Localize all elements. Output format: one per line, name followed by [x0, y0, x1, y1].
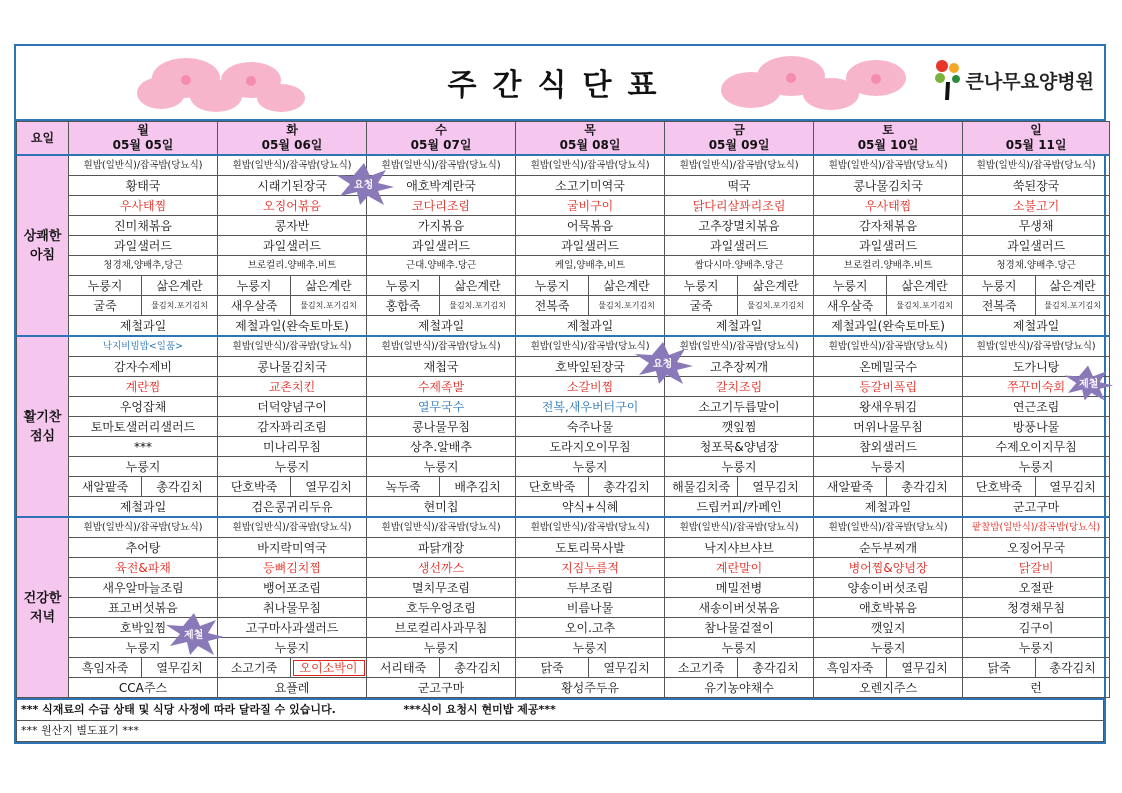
- dinner-right-item: 오이소박이: [291, 658, 367, 678]
- dinner-r5-item: 비름나물: [516, 598, 665, 618]
- breakfast-right-item: 삶은계란: [738, 276, 814, 296]
- lunch-r4-item: 열무국수: [367, 397, 516, 417]
- dinner-left-item: 흑임자죽: [69, 658, 142, 678]
- breakfast-left-item: 누룽지: [367, 276, 440, 296]
- lunch-r4-item: 전복,새우버터구이: [516, 397, 665, 417]
- breakfast-left-item: 누룽지: [665, 276, 738, 296]
- header: [16, 46, 1104, 121]
- footer-note-supply: *** 식재료의 수급 상태 및 식당 사정에 따라 달라질 수 있습니다.: [21, 703, 336, 716]
- dinner-right-item: 열무김치: [142, 658, 218, 678]
- dinner-r1-item: 흰밥(일반식)/잡곡밥(당뇨식): [665, 517, 814, 538]
- lunch-right-item: 열무김치: [291, 477, 367, 497]
- seasonal-sticker-label: 제철: [1079, 379, 1099, 390]
- lunch-r3-item: 수제족발: [367, 377, 516, 397]
- dinner-r4-item: 뱅어포조림: [218, 578, 367, 598]
- lunch-r3-item: 쭈꾸미숙회: [963, 377, 1110, 397]
- breakfast-main-item: 굴비구이: [516, 196, 665, 216]
- breakfast-main-item: 우사태찜: [69, 196, 218, 216]
- lunch-right-item: 총각김치: [589, 477, 665, 497]
- lunch-r1-item: 흰밥(일반식)/잡곡밥(당뇨식): [218, 336, 367, 357]
- breakfast-left-item: 누룽지: [218, 276, 291, 296]
- request-sticker: [633, 342, 693, 388]
- hospital-name: 큰나무요양병원: [965, 70, 1094, 93]
- dinner-dessert-item: CCA주스: [69, 678, 218, 698]
- footer-note-brown-rice: ***식이 요청시 현미밥 제공***: [403, 703, 556, 716]
- lunch-r5-item: 토마토샐러리샐러드: [69, 417, 218, 437]
- lunch-r1-item: 흰밥(일반식)/잡곡밥(당뇨식): [367, 336, 516, 357]
- dinner-r5-item: 새송이버섯볶음: [665, 598, 814, 618]
- dinner-nurungji_dup-item: 누룽지: [665, 638, 814, 658]
- dinner-nurungji_dup-item: 누룽지: [69, 638, 218, 658]
- lunch-right-item: 총각김치: [142, 477, 218, 497]
- tree-logo-icon: [932, 58, 964, 102]
- menu-table: [16, 121, 1110, 698]
- breakfast-left-item: 새우살죽: [218, 296, 291, 316]
- footer-notes: [16, 698, 1104, 742]
- breakfast-left-item: 누룽지: [814, 276, 887, 296]
- breakfast-soup-item: 쑥된장국: [963, 176, 1110, 196]
- lunch-r2-item: 재첩국: [367, 357, 516, 377]
- dinner-r1-item: 팥찰밥(일반식)/잡곡밥(당뇨식): [963, 517, 1110, 538]
- lunch-r3-item: 갈치조림: [665, 377, 814, 397]
- seasonal-sticker: [164, 613, 224, 659]
- breakfast-right-item: 물김치.포기김치: [738, 296, 814, 316]
- breakfast-rice-item: 흰밥(일반식)/잡곡밥(당뇨식): [69, 155, 218, 176]
- lunch-nurungji_dup-item: 누룽지: [218, 457, 367, 477]
- breakfast-side3-item: 청경채,양배추,당근: [69, 256, 218, 276]
- lunch-r3-item: 계란찜: [69, 377, 218, 397]
- lunch-r2-item: 감자수제비: [69, 357, 218, 377]
- dinner-left-item: 소고기죽: [218, 658, 291, 678]
- lunch-r6-item: 참외샐러드: [814, 437, 963, 457]
- dinner-dessert-item: 오렌지주스: [814, 678, 963, 698]
- breakfast-rice-item: 흰밥(일반식)/잡곡밥(당뇨식): [963, 155, 1110, 176]
- breakfast-fruit-item: 제철과일: [367, 316, 516, 337]
- breakfast-side3-item: 케일,양배추,비트: [516, 256, 665, 276]
- dinner-left-item: 닭죽: [516, 658, 589, 678]
- dinner-r3-item: 등뼈김치찜: [218, 558, 367, 578]
- lunch-r2-item: 도가니탕: [963, 357, 1110, 377]
- lunch-r3-item: 등갈비폭립: [814, 377, 963, 397]
- day-header: [814, 122, 963, 156]
- day-name: 토: [882, 123, 894, 137]
- lunch-dessert-item: 현미칩: [367, 497, 516, 518]
- day-name: 월: [137, 123, 149, 137]
- lunch-r2-item: 고추장찌개: [665, 357, 814, 377]
- meal-label-lunch: 활기찬 점심: [17, 336, 69, 517]
- breakfast-left-item: 전복죽: [516, 296, 589, 316]
- dinner-r3-item: 병어찜&양념장: [814, 558, 963, 578]
- breakfast-side2-item: 과일샐러드: [963, 236, 1110, 256]
- footer-note-origin: *** 원산지 별도표기 ***: [21, 724, 139, 737]
- breakfast-main-item: 닭다리살꽈리조림: [665, 196, 814, 216]
- day-date: 05월 09일: [708, 138, 770, 152]
- breakfast-side1-item: 고추장멸치볶음: [665, 216, 814, 236]
- day-header: [516, 122, 665, 156]
- day-name: 목: [584, 123, 596, 137]
- breakfast-main-item: 우사태찜: [814, 196, 963, 216]
- lunch-right-item: 열무김치: [738, 477, 814, 497]
- dinner-dessert-item: 런: [963, 678, 1110, 698]
- dinner-right-item: 열무김치: [589, 658, 665, 678]
- lunch-r6-item: 미나리무침: [218, 437, 367, 457]
- dinner-r3-item: 닭갈비: [963, 558, 1110, 578]
- breakfast-side2-item: 과일샐러드: [516, 236, 665, 256]
- dinner-r4-item: 두부조림: [516, 578, 665, 598]
- dinner-r6-item: 브로컬리사과무침: [367, 618, 516, 638]
- dinner-r3-item: 육전&파채: [69, 558, 218, 578]
- breakfast-left-item: 누룽지: [963, 276, 1036, 296]
- breakfast-side3-item: 브로컬리.양배추.비트: [218, 256, 367, 276]
- dinner-r5-item: 청경채무침: [963, 598, 1110, 618]
- dinner-r2-item: 순두부찌개: [814, 538, 963, 558]
- dinner-r2-item: 추어탕: [69, 538, 218, 558]
- breakfast-right-item: 삶은계란: [589, 276, 665, 296]
- dinner-r5-item: 애호박볶음: [814, 598, 963, 618]
- lunch-dessert-item: 검은콩귀리두유: [218, 497, 367, 518]
- lunch-r6-item: ***: [69, 437, 218, 457]
- lunch-r1-item: 낙지비빔밥<일품>: [69, 336, 218, 357]
- dinner-right-item: 총각김치: [738, 658, 814, 678]
- breakfast-side1-item: 콩자반: [218, 216, 367, 236]
- lunch-left-item: 해물김치죽: [665, 477, 738, 497]
- dinner-dessert-item: 황성주두유: [516, 678, 665, 698]
- day-date: 05월 06일: [261, 138, 323, 152]
- dinner-dessert-item: 요플레: [218, 678, 367, 698]
- breakfast-side1-item: 무생채: [963, 216, 1110, 236]
- lunch-nurungji_dup-item: 누룽지: [367, 457, 516, 477]
- dinner-r6-item: 호박잎찜: [69, 618, 218, 638]
- lunch-right-item: 배추김치: [440, 477, 516, 497]
- breakfast-fruit-item: 제철과일: [963, 316, 1110, 337]
- breakfast-right-item: 물김치.포기김치: [142, 296, 218, 316]
- lunch-r2-item: 온메밀국수: [814, 357, 963, 377]
- lunch-left-item: 새알팥죽: [69, 477, 142, 497]
- lunch-r4-item: 소고기두릅말이: [665, 397, 814, 417]
- meal-label-breakfast: 상쾌한 아침: [17, 155, 69, 336]
- dinner-r5-item: 표고버섯볶음: [69, 598, 218, 618]
- day-header: [218, 122, 367, 156]
- dinner-nurungji_dup-item: 누룽지: [814, 638, 963, 658]
- breakfast-side2-item: 과일샐러드: [218, 236, 367, 256]
- day-date: 05월 10일: [857, 138, 919, 152]
- dinner-left-item: 흑임자죽: [814, 658, 887, 678]
- lunch-nurungji_dup-item: 누룽지: [665, 457, 814, 477]
- breakfast-left-item: 새우살죽: [814, 296, 887, 316]
- breakfast-side2-item: 과일샐러드: [69, 236, 218, 256]
- lunch-dessert-item: 제철과일: [814, 497, 963, 518]
- breakfast-main-item: 오징어볶음: [218, 196, 367, 216]
- lunch-r4-item: 왕새우튀김: [814, 397, 963, 417]
- dinner-r2-item: 파닭개장: [367, 538, 516, 558]
- day-name: 금: [733, 123, 745, 137]
- breakfast-soup-item: 시래기된장국: [218, 176, 367, 196]
- request-sticker-label: 요청: [653, 359, 673, 370]
- breakfast-soup-item: 황태국: [69, 176, 218, 196]
- dinner-r1-item: 흰밥(일반식)/잡곡밥(당뇨식): [814, 517, 963, 538]
- breakfast-side2-item: 과일샐러드: [814, 236, 963, 256]
- lunch-r6-item: 상추.알배추: [367, 437, 516, 457]
- dinner-r1-item: 흰밥(일반식)/잡곡밥(당뇨식): [516, 517, 665, 538]
- breakfast-right-item: 삶은계란: [142, 276, 218, 296]
- day-date: 05월 08일: [559, 138, 621, 152]
- lunch-r4-item: 연근조림: [963, 397, 1110, 417]
- dinner-r3-item: 지짐누름적: [516, 558, 665, 578]
- breakfast-side1-item: 감자채볶음: [814, 216, 963, 236]
- lunch-r5-item: 감자꽈리조림: [218, 417, 367, 437]
- breakfast-fruit-item: 제철과일: [516, 316, 665, 337]
- breakfast-right-item: 삶은계란: [887, 276, 963, 296]
- breakfast-left-item: 누룽지: [69, 276, 142, 296]
- breakfast-rice-item: 흰밥(일반식)/잡곡밥(당뇨식): [218, 155, 367, 176]
- lunch-dessert-item: 군고구마: [963, 497, 1110, 518]
- breakfast-rice-item: 흰밥(일반식)/잡곡밥(당뇨식): [814, 155, 963, 176]
- dinner-r6-item: 깻잎지: [814, 618, 963, 638]
- lunch-right-item: 열무김치: [1036, 477, 1110, 497]
- dinner-r1-item: 흰밥(일반식)/잡곡밥(당뇨식): [218, 517, 367, 538]
- breakfast-right-item: 삶은계란: [440, 276, 516, 296]
- breakfast-fruit-item: 제철과일: [665, 316, 814, 337]
- dinner-r4-item: 양송이버섯조림: [814, 578, 963, 598]
- breakfast-left-item: 누룽지: [516, 276, 589, 296]
- dinner-r3-item: 생선까스: [367, 558, 516, 578]
- lunch-left-item: 단호박죽: [218, 477, 291, 497]
- breakfast-soup-item: 소고기미역국: [516, 176, 665, 196]
- breakfast-side1-item: 어묵볶음: [516, 216, 665, 236]
- lunch-r2-item: 호박잎된장국: [516, 357, 665, 377]
- lunch-r4-item: 우엉잡채: [69, 397, 218, 417]
- breakfast-left-item: 굴죽: [665, 296, 738, 316]
- lunch-nurungji_dup-item: 누룽지: [963, 457, 1110, 477]
- dinner-right-item: 총각김치: [440, 658, 516, 678]
- breakfast-left-item: 홍합죽: [367, 296, 440, 316]
- meal-label-dinner: 건강한 저녁: [17, 517, 69, 698]
- dinner-dessert-item: 군고구마: [367, 678, 516, 698]
- seasonal-sticker: [1063, 362, 1113, 408]
- breakfast-side3-item: 브로컬리.양배추.비트: [814, 256, 963, 276]
- breakfast-side2-item: 과일샐러드: [665, 236, 814, 256]
- lunch-r1-item: 흰밥(일반식)/잡곡밥(당뇨식): [665, 336, 814, 357]
- breakfast-right-item: 물김치.포기김치: [887, 296, 963, 316]
- breakfast-right-item: 삶은계란: [1036, 276, 1110, 296]
- breakfast-soup-item: 콩나물김치국: [814, 176, 963, 196]
- day-header: [367, 122, 516, 156]
- lunch-r6-item: 도라지오이무침: [516, 437, 665, 457]
- dinner-right-item: 총각김치: [1036, 658, 1110, 678]
- breakfast-side2-item: 과일샐러드: [367, 236, 516, 256]
- breakfast-side1-item: 가지볶음: [367, 216, 516, 236]
- dinner-r3-item: 계란말이: [665, 558, 814, 578]
- breakfast-rice-item: 흰밥(일반식)/잡곡밥(당뇨식): [516, 155, 665, 176]
- breakfast-side1-item: 진미채볶음: [69, 216, 218, 236]
- lunch-r2-item: 콩나물김치국: [218, 357, 367, 377]
- lunch-r1-item: 흰밥(일반식)/잡곡밥(당뇨식): [963, 336, 1110, 357]
- dinner-r6-item: 오이.고추: [516, 618, 665, 638]
- request-sticker: [334, 163, 394, 209]
- day-header: [665, 122, 814, 156]
- lunch-right-item: 총각김치: [887, 477, 963, 497]
- day-name: 일: [1030, 123, 1042, 137]
- breakfast-right-item: 물김치.포기김치: [1036, 296, 1110, 316]
- day-header: [963, 122, 1110, 156]
- lunch-nurungji_dup-item: 누룽지: [516, 457, 665, 477]
- breakfast-main-item: 소불고기: [963, 196, 1110, 216]
- breakfast-right-item: 물김치.포기김치: [440, 296, 516, 316]
- dinner-r1-item: 흰밥(일반식)/잡곡밥(당뇨식): [69, 517, 218, 538]
- breakfast-fruit-item: 제철과일(완숙토마토): [218, 316, 367, 337]
- breakfast-side3-item: 근대.양배추.당근: [367, 256, 516, 276]
- breakfast-side3-item: 쌈다시마.양배추.당근: [665, 256, 814, 276]
- dinner-left-item: 닭죽: [963, 658, 1036, 678]
- request-sticker-label: 요청: [354, 180, 374, 191]
- day-header: [69, 122, 218, 156]
- breakfast-main-item: 코다리조림: [367, 196, 516, 216]
- lunch-r3-item: 소갈비찜: [516, 377, 665, 397]
- dinner-r2-item: 오징어무국: [963, 538, 1110, 558]
- dinner-left-item: 서리태죽: [367, 658, 440, 678]
- lunch-dessert-item: 드립커피/카페인: [665, 497, 814, 518]
- lunch-left-item: 새알팥죽: [814, 477, 887, 497]
- breakfast-side3-item: 청경채.양배추.당근: [963, 256, 1110, 276]
- lunch-r4-item: 더덕양념구이: [218, 397, 367, 417]
- lunch-r5-item: 방풍나물: [963, 417, 1110, 437]
- dinner-r5-item: 호두우엉조림: [367, 598, 516, 618]
- dinner-left-item: 소고기죽: [665, 658, 738, 678]
- breakfast-left-item: 전복죽: [963, 296, 1036, 316]
- day-name: 수: [435, 123, 447, 137]
- hospital-logo: [932, 58, 1094, 102]
- dinner-r2-item: 바지락미역국: [218, 538, 367, 558]
- breakfast-rice-item: 흰밥(일반식)/잡곡밥(당뇨식): [665, 155, 814, 176]
- lunch-r5-item: 깻잎찜: [665, 417, 814, 437]
- dinner-dessert-item: 유기농야채수: [665, 678, 814, 698]
- lunch-left-item: 단호박죽: [516, 477, 589, 497]
- dinner-r4-item: 멸치무조림: [367, 578, 516, 598]
- dinner-nurungji_dup-item: 누룽지: [367, 638, 516, 658]
- seasonal-sticker-label: 제철: [184, 630, 204, 641]
- day-date: 05월 07일: [410, 138, 472, 152]
- lunch-nurungji_dup-item: 누룽지: [814, 457, 963, 477]
- lunch-r1-item: 흰밥(일반식)/잡곡밥(당뇨식): [814, 336, 963, 357]
- lunch-left-item: 단호박죽: [963, 477, 1036, 497]
- day-date: 05월 11일: [1005, 138, 1067, 152]
- breakfast-right-item: 물김치.포기김치: [291, 296, 367, 316]
- dinner-r2-item: 낙지샤브샤브: [665, 538, 814, 558]
- lunch-r5-item: 숙주나물: [516, 417, 665, 437]
- breakfast-right-item: 삶은계란: [291, 276, 367, 296]
- dinner-r2-item: 도토리묵사발: [516, 538, 665, 558]
- dinner-r6-item: 참나물겉절이: [665, 618, 814, 638]
- day-name: 화: [286, 123, 298, 137]
- breakfast-soup-item: 떡국: [665, 176, 814, 196]
- menu-sheet: [14, 44, 1106, 744]
- dinner-nurungji_dup-item: 누룽지: [963, 638, 1110, 658]
- breakfast-rice-item: 흰밥(일반식)/잡곡밥(당뇨식): [367, 155, 516, 176]
- dinner-nurungji_dup-item: 누룽지: [516, 638, 665, 658]
- lunch-nurungji_dup-item: 누룽지: [69, 457, 218, 477]
- lunch-r5-item: 머위나물무침: [814, 417, 963, 437]
- dinner-r4-item: 메밀전병: [665, 578, 814, 598]
- dinner-r4-item: 새우알마늘조림: [69, 578, 218, 598]
- dinner-r1-item: 흰밥(일반식)/잡곡밥(당뇨식): [367, 517, 516, 538]
- lunch-r3-item: 교촌치킨: [218, 377, 367, 397]
- lunch-left-item: 녹두죽: [367, 477, 440, 497]
- day-date: 05월 05일: [112, 138, 174, 152]
- dinner-r5-item: 취나물무침: [218, 598, 367, 618]
- page-title: 주간식단표: [447, 68, 673, 103]
- lunch-dessert-item: 제철과일: [69, 497, 218, 518]
- dinner-r4-item: 오절판: [963, 578, 1110, 598]
- breakfast-left-item: 굴죽: [69, 296, 142, 316]
- dinner-r6-item: 고구마사과샐러드: [218, 618, 367, 638]
- lunch-r1-item: 흰밥(일반식)/잡곡밥(당뇨식): [516, 336, 665, 357]
- dinner-r6-item: 김구이: [963, 618, 1110, 638]
- breakfast-fruit-item: 제철과일: [69, 316, 218, 337]
- lunch-r6-item: 수제오이지무침: [963, 437, 1110, 457]
- breakfast-right-item: 물김치.포기김치: [589, 296, 665, 316]
- lunch-r6-item: 청포묵&양념장: [665, 437, 814, 457]
- lunch-r5-item: 콩나물무침: [367, 417, 516, 437]
- dinner-right-item: 열무김치: [887, 658, 963, 678]
- lunch-dessert-item: 약식+식혜: [516, 497, 665, 518]
- breakfast-soup-item: 애호박계란국: [367, 176, 516, 196]
- dinner-nurungji_dup-item: 누룽지: [218, 638, 367, 658]
- yoil-header: 요일: [17, 122, 69, 156]
- breakfast-fruit-item: 제철과일(완숙토마토): [814, 316, 963, 337]
